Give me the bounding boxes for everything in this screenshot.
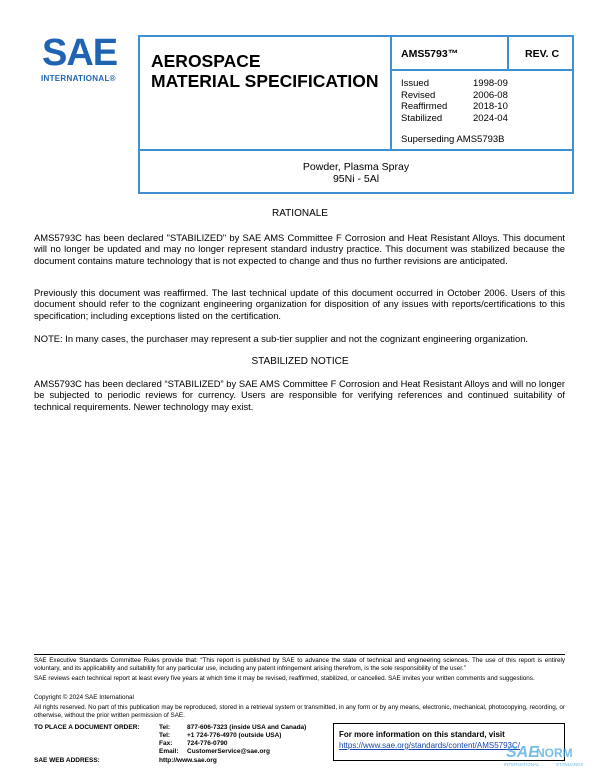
sae-norm-watermark [498, 744, 598, 774]
footer-copyright: Copyright © 2024 SAE International [34, 694, 134, 701]
note-paragraph: NOTE: In many cases, the purchaser may represent a sub-tier supplier and not the cognizant engineering organization. [34, 333, 529, 344]
spec-header-box [138, 35, 574, 194]
subject-line-1: Powder, Plasma Spray [302, 161, 410, 173]
spec-subject [140, 161, 572, 185]
footer-rule [34, 654, 565, 655]
footer-review-text: SAE reviews each technical report at least every five years at which time it may be revised, reaffirmed, stabilized, or cancelled. SAE invites your written comments and suggestions. [34, 675, 535, 682]
subject-line-2: 95Ni - 5Al [332, 173, 380, 185]
contact-row: Tel: +1 724-776-4970 (outside USA) [159, 732, 282, 739]
divider [390, 69, 574, 71]
rationale-heading: RATIONALE [272, 208, 328, 219]
date-row-reaffirmed: Reaffirmed 2018-10 [401, 101, 508, 112]
watermark-left-small: INTERNATIONAL [504, 762, 540, 767]
date-row-stabilized: Stabilized 2024-04 [401, 112, 508, 124]
contact-row: Tel: 877-606-7323 (inside USA and Canada) [159, 724, 307, 731]
contact-row-email: Email: CustomerService@sae.org [159, 748, 270, 755]
date-row-issued: Issued 1998-09 [401, 78, 508, 89]
more-info-title: For more information on this standard, visit [339, 730, 505, 739]
watermark-right-small: STANDARDS [556, 762, 584, 767]
watermark-word: NORM [536, 746, 573, 760]
spec-title [151, 51, 379, 91]
stabilized-paragraph: AMS5793C has been declared “STABILIZED” by SAE AMS Committee F Corrosion and Heat Resistant Alloys and will no longer be subjected to periodic reviews for currency. Users are responsible for verifying references and continued suitability of technical requirements. Newer technology may exist. [34, 378, 565, 412]
title-line-1: AEROSPACE [151, 51, 261, 71]
order-label: TO PLACE A DOCUMENT ORDER: [34, 724, 140, 731]
web-address-link[interactable]: http://www.sae.org [159, 757, 217, 764]
footer-rights-text: All rights reserved. No part of this publication may be reproduced, stored in a retrieval system or transmitted, in any form or by any means, electronic, mechanical, photocopying, recording, or otherwise, without the prior written permission of SAE. [34, 704, 565, 719]
standard-url-link[interactable]: https://www.sae.org/standards/content/AMS5793C/ [339, 741, 520, 750]
footer-rules-text: SAE Executive Standards Committee Rules provide that: “This report is published by SAE to advance the state of technical and engineering sciences. The use of this report is entirely voluntary, and its applicability and suitability for any particular use, including any patent infringement arising therefrom, is the sole responsibility of the user.” [34, 657, 565, 672]
date-row-revised: Revised 2006-08 [401, 89, 508, 101]
rationale-paragraph-1: AMS5793C has been declared "STABILIZED" by SAE AMS Committee F Corrosion and Heat Resistant Alloys. This document will no longer be updated and may no longer represent standard industry practice. This document was stabilized because the document contains mature technology that is not expected to change and thus no further revisions are anticipated. [34, 232, 565, 266]
order-contacts [159, 724, 306, 756]
superseding-note: Superseding AMS5793B [401, 134, 505, 145]
watermark-brand: SAE [506, 744, 539, 761]
revision-label: REV. C [525, 48, 560, 60]
title-line-2: MATERIAL SPECIFICATION [151, 71, 379, 91]
web-address-label: SAE WEB ADDRESS: [34, 757, 100, 764]
divider [140, 149, 572, 151]
date-history [401, 78, 508, 124]
stabilized-heading: STABILIZED NOTICE [251, 356, 349, 367]
document-number: AMS5793™ [401, 48, 459, 60]
logo-subtitle: INTERNATIONAL® [41, 74, 116, 83]
divider [507, 37, 509, 70]
contact-row: Fax: 724-776-0790 [159, 740, 228, 747]
rationale-paragraph-2: Previously this document was reaffirmed. The last technical update of this document occurred in October 2006. Users of this document should refer to the cognizant engineering organization for disposition of any issues with reports/certifications to this specification; including exceptions listed on the certification. [34, 287, 565, 321]
divider [390, 37, 392, 151]
logo-wordmark: SAE [42, 32, 118, 74]
sae-logo [40, 33, 122, 85]
